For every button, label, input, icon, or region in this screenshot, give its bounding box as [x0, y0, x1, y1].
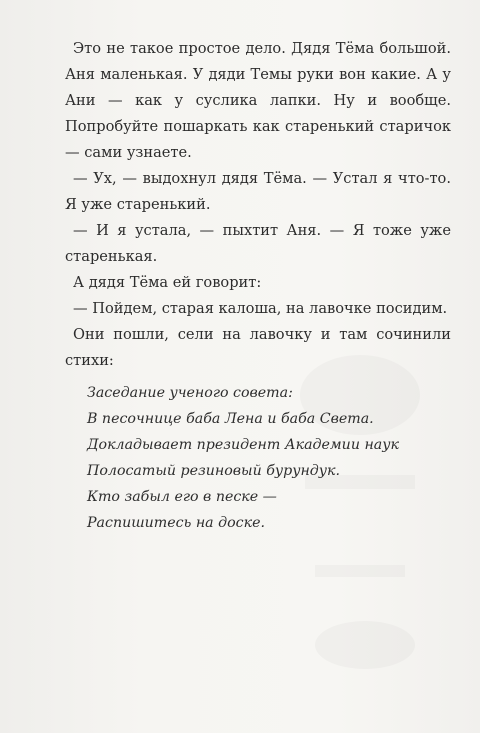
poem-line-3: Докладывает президент Академии наук — [87, 437, 399, 453]
poem-line-4: Полосатый резиновый бурундук. — [87, 463, 340, 479]
paragraph-1: Это не такое простое дело. Дядя Тёма большой. Аня маленькая. У дяди Темы руки вон какие. А у Ани — как у суслика лапки. Ну и вообще. Попробуйте пошаркать как старенький старичок — сами узнаете. — [65, 40, 451, 161]
poem-line-2: В песочнице баба Лена и баба Света. — [87, 411, 374, 427]
poem — [65, 380, 451, 536]
paragraph-2: — Ух, — выдохнул дядя Тёма. — Устал я что-то. Я уже старенький. — [65, 170, 451, 213]
paragraph-4: А дядя Тёма ей говорит: — [73, 274, 262, 291]
paragraph-5: — Пойдем, старая калоша, на лавочке посидим. — [73, 300, 448, 317]
poem-line-5: Кто забыл его в песке — — [87, 489, 277, 505]
paragraph-6: Они пошли, сели на лавочку и там сочинили стихи: — [65, 326, 451, 369]
page-text — [65, 36, 451, 536]
paragraph-3: — И я устала, — пыхтит Аня. — Я тоже уже старенькая. — [65, 222, 451, 265]
poem-line-6: Распишитесь на доске. — [87, 515, 266, 531]
poem-line-1: Заседание ученого совета: — [87, 385, 293, 401]
